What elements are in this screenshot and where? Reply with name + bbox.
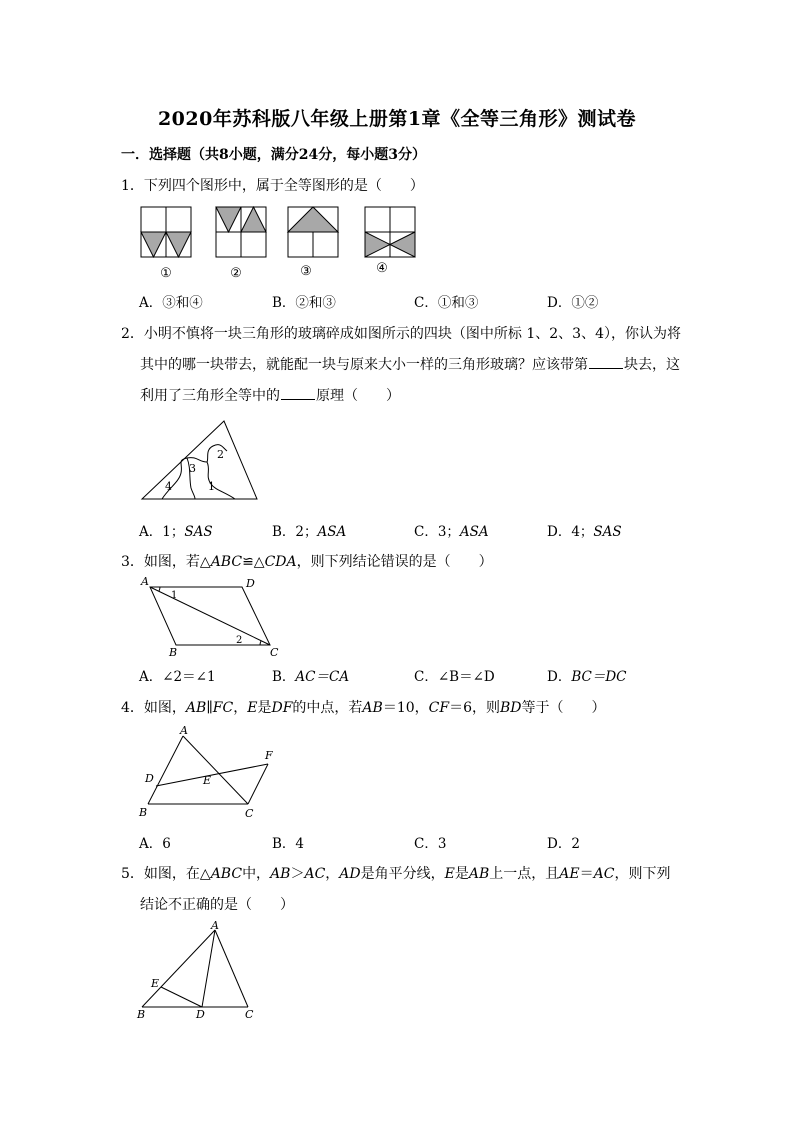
page-title: 2020年苏科版八年级上册第1章《全等三角形》测试卷 (157, 108, 637, 130)
q2-stem-line2 (140, 354, 680, 374)
q4-point-d: D (145, 772, 154, 785)
q3-stem-abc: ABC (210, 554, 243, 570)
q2-option-d-letter: D．4； (547, 524, 594, 540)
q3-option-c (414, 665, 495, 685)
q4-ab2: AB (362, 700, 383, 716)
q2-figure (139, 418, 279, 508)
q2-blank-1 (589, 354, 623, 369)
q4-s1: 4．如图， (121, 700, 186, 716)
q1-option-a: A．③和④ (139, 295, 203, 311)
q1-label-1: ① (160, 266, 172, 281)
q1-figure-1 (141, 207, 191, 257)
q4-comma: ， (233, 700, 248, 716)
q3-option-d (547, 665, 626, 685)
q4-point-b: B (139, 806, 148, 819)
q3-option-d-text: BC＝DC (571, 669, 627, 685)
q3-stem-a: 3．如图，若△ (121, 554, 211, 570)
q1-option-c: C．①和③ (414, 295, 479, 311)
q3-point-a: A (141, 575, 149, 588)
q4-bd: BD (500, 700, 522, 716)
q4-eq6: ＝6，则 (449, 700, 501, 716)
q5-s1: 5．如图，在△ (121, 866, 211, 882)
q5-abc: ABC (210, 866, 243, 882)
q5-ab: AB (270, 866, 291, 882)
q2-stem-line3 (140, 385, 400, 405)
q2-line2-b: 块去，这 (624, 357, 680, 373)
q3-angle-1: 1 (171, 590, 178, 601)
q2-line2-a: 其中的哪一块带去，就能配一块与原来大小一样的三角形玻璃？应该带第 (140, 357, 588, 373)
q4-eq10: ＝10， (382, 700, 429, 716)
q2-blank-2 (281, 385, 315, 400)
q2-option-b-letter: B．2； (272, 524, 318, 540)
q5-s3: ， (325, 866, 340, 882)
q1-option-b: B．②和③ (272, 295, 336, 311)
q1-label-2: ② (230, 266, 242, 281)
q4-point-e: E (203, 774, 212, 787)
q5-ac: AC (304, 866, 326, 882)
q4-point-a: A (180, 724, 188, 737)
q1-label-3: ③ (300, 264, 312, 279)
q5-ad: AD (339, 866, 361, 882)
q3-figure (138, 573, 298, 659)
q2-option-d-crit: SAS (593, 524, 622, 540)
q5-stem-line1 (121, 863, 670, 883)
q3-option-a-text: ∠2＝∠1 (162, 669, 216, 685)
q5-s5: 是 (454, 866, 469, 882)
q2-stem-line1: 2．小明不慎将一块三角形的玻璃碎成如图所示的四块（图中所标 1、2、3、4），你认为将 (121, 326, 681, 342)
q2-option-d (547, 520, 622, 540)
q5-point-e: E (151, 977, 160, 990)
q5-point-c: C (245, 1008, 254, 1021)
q3-option-a (139, 665, 216, 685)
q2-option-a-crit: SAS (184, 524, 213, 540)
q4-fc: FC (212, 700, 234, 716)
q1-option-d: D．①② (547, 295, 599, 311)
q4-option-a: A．6 (139, 836, 171, 852)
q2-line3-b: 原理（ ） (316, 388, 400, 404)
q4-mid: 的中点，若 (292, 700, 363, 716)
q4-tail: 等于（ ） (521, 700, 606, 716)
q3-angle-2: 2 (236, 635, 243, 646)
q3-option-a-letter: A． (139, 669, 163, 685)
q1-figure-3 (288, 207, 338, 257)
q5-point-d: D (196, 1008, 205, 1021)
q2-option-c-letter: C．3； (414, 524, 460, 540)
q4-e: E (247, 700, 258, 716)
q2-piece-label-4: 4 (165, 480, 172, 493)
q4-cf: CF (428, 700, 450, 716)
q2-option-a-letter: A．1； (139, 524, 185, 540)
q3-stem (121, 551, 493, 571)
q3-stem-cda: CDA (264, 554, 297, 570)
q3-point-b: B (169, 646, 178, 659)
q5-s4: 是角平分线， (360, 866, 445, 882)
q5-point-b: B (137, 1008, 146, 1021)
q3-option-c-letter: C． (414, 669, 438, 685)
q2-option-b (272, 520, 346, 540)
q2-line3-a: 利用了三角形全等中的 (140, 388, 280, 404)
q5-figure (135, 920, 275, 1030)
q5-s6: 上一点，且 (489, 866, 560, 882)
q5-stem-line2: 结论不正确的是（ ） (140, 897, 294, 913)
q4-df: DF (271, 700, 293, 716)
q2-option-b-crit: ASA (317, 524, 347, 540)
q3-option-b-text: AC＝CA (295, 669, 350, 685)
q5-point-a: A (211, 919, 219, 932)
q3-point-d: D (246, 577, 255, 590)
section-heading: 一．选择题（共8小题，满分24分，每小题3分） (121, 147, 426, 163)
q4-par: ∥ (206, 700, 213, 716)
q2-option-c-crit: ASA (459, 524, 489, 540)
q2-option-a (139, 520, 213, 540)
q3-option-b-letter: B． (272, 669, 296, 685)
q4-option-d: D．2 (547, 836, 580, 852)
q3-stem-e: ，则下列结论错误的是（ ） (296, 554, 493, 570)
q4-is: 是 (257, 700, 272, 716)
q5-gt: ＞ (290, 866, 305, 882)
q4-point-f: F (265, 749, 273, 762)
q4-stem (121, 697, 606, 717)
q5-ae: AE (559, 866, 580, 882)
q2-piece-label-1: 1 (208, 480, 215, 493)
q2-piece-label-2: 2 (217, 448, 224, 461)
q1-figure-4 (365, 207, 415, 257)
q5-ab2: AB (468, 866, 490, 882)
q4-figure (138, 724, 298, 824)
q3-stem-cong: ≌△ (242, 554, 265, 570)
q5-s2: 中， (242, 866, 271, 882)
q2-option-c (414, 520, 489, 540)
q5-ac2: AC (593, 866, 615, 882)
q3-option-c-text: ∠B＝∠D (437, 669, 495, 685)
q5-e: E (444, 866, 455, 882)
q4-ab: AB (185, 700, 207, 716)
q1-stem: 1．下列四个图形中，属于全等图形的是（ ） (121, 178, 424, 194)
q4-option-c: C．3 (414, 836, 447, 852)
q3-option-d-letter: D． (547, 669, 572, 685)
q5-s7: ，则下列 (614, 866, 671, 882)
q5-eq: ＝ (579, 866, 594, 882)
q4-option-b: B．4 (272, 836, 305, 852)
q1-figures (0, 200, 794, 310)
q4-point-c: C (245, 807, 254, 820)
q1-figure-2 (216, 207, 266, 257)
q3-option-b (272, 665, 349, 685)
q1-label-4: ④ (376, 261, 388, 276)
q3-point-c: C (270, 646, 279, 659)
q2-piece-label-3: 3 (189, 462, 196, 475)
